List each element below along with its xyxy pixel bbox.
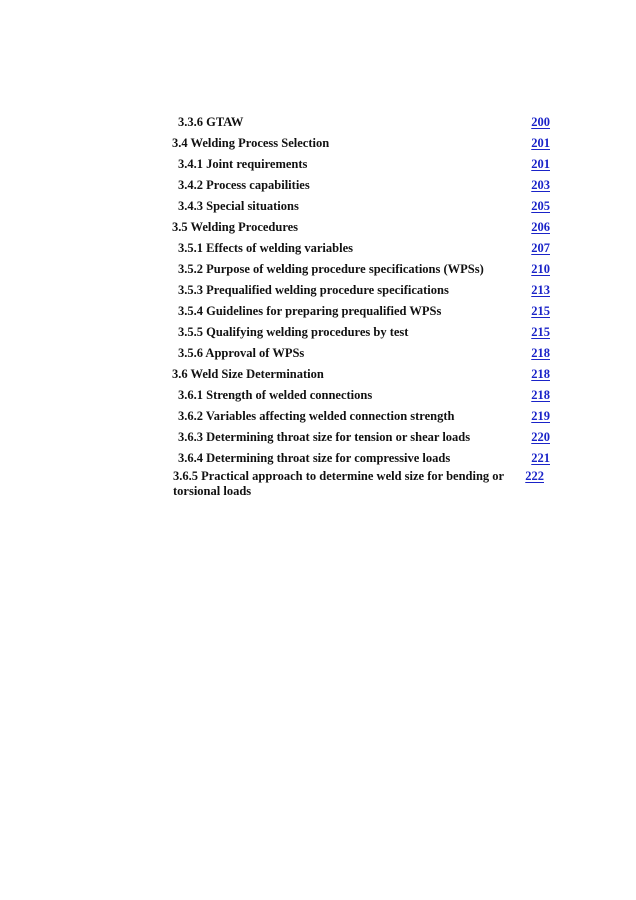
toc-entry-3-5-4 [0, 304, 636, 325]
page-link-200[interactable]: 200 [531, 115, 550, 129]
toc-entry-title: 3.6.4 Determining throat size for compressive loads [178, 451, 451, 465]
page-link-210[interactable]: 210 [531, 262, 550, 276]
toc-entry-3-5-5 [0, 325, 636, 346]
toc-entry-title: 3.5.3 Prequalified welding procedure specifications [178, 283, 449, 297]
toc-entry-3-5-2 [0, 262, 636, 283]
page-link-205[interactable]: 205 [531, 199, 550, 213]
toc-entry-3-6-3 [0, 430, 636, 451]
page-link-203[interactable]: 203 [531, 178, 550, 192]
toc-entry-title: 3.5.1 Effects of welding variables [178, 241, 353, 255]
toc-entry-3-3-6 [0, 115, 636, 136]
toc-entry-title: 3.5 Welding Procedures [172, 220, 299, 234]
toc-entry-3-5-1 [0, 241, 636, 262]
toc-entry-3-6-2 [0, 409, 636, 430]
page-link-222[interactable]: 222 [525, 469, 544, 483]
toc-entry-title: 3.3.6 GTAW [178, 115, 244, 129]
toc-entry-3-5-6 [0, 346, 636, 367]
page-link-218[interactable]: 218 [531, 388, 550, 402]
page-link-218[interactable]: 218 [531, 346, 550, 360]
toc-entry-title: 3.6.1 Strength of welded connections [178, 388, 373, 402]
toc-entry-title: 3.4.2 Process capabilities [178, 178, 310, 192]
page-link-201[interactable]: 201 [531, 136, 550, 150]
page-link-221[interactable]: 221 [531, 451, 550, 465]
toc-entry-title: 3.5.2 Purpose of welding procedure specifications (WPSs) [178, 262, 484, 276]
page-link-219[interactable]: 219 [531, 409, 550, 423]
toc-entry-3-5-3 [0, 283, 636, 304]
toc-entry-3-6 [0, 367, 636, 388]
page-link-215[interactable]: 215 [531, 325, 550, 339]
toc-entry-3-4-1 [0, 157, 636, 178]
toc-entry-title: 3.5.6 Approval of WPSs [178, 346, 305, 360]
toc-entry-3-4 [0, 136, 636, 157]
toc-entry-title: 3.6.3 Determining throat size for tension or shear loads [178, 430, 471, 444]
toc-entry-title: 3.6.5 Practical approach to determine weld size for bending or torsional loads [173, 469, 504, 498]
toc-entry-3-4-2 [0, 178, 636, 199]
toc-entry-3-6-1 [0, 388, 636, 409]
toc-entry-title: 3.5.4 Guidelines for preparing prequalified WPSs [178, 304, 442, 318]
toc-entry-title: 3.4.1 Joint requirements [178, 157, 308, 171]
toc-entry-3-4-3 [0, 199, 636, 220]
toc-entry-title: 3.5.5 Qualifying welding procedures by test [178, 325, 409, 339]
page-link-206[interactable]: 206 [531, 220, 550, 234]
page-link-201[interactable]: 201 [531, 157, 550, 171]
toc-entry-3-5 [0, 220, 636, 241]
page-link-220[interactable]: 220 [531, 430, 550, 444]
page-link-213[interactable]: 213 [531, 283, 550, 297]
toc-entry-3-6-5 [0, 469, 636, 503]
toc-entry-title: 3.4 Welding Process Selection [172, 136, 330, 150]
toc-entry-title: 3.6 Weld Size Determination [172, 367, 324, 381]
page-link-218[interactable]: 218 [531, 367, 550, 381]
page-link-207[interactable]: 207 [531, 241, 550, 255]
toc-entry-title: 3.6.2 Variables affecting welded connection strength [178, 409, 455, 423]
page-link-215[interactable]: 215 [531, 304, 550, 318]
toc-entry-title: 3.4.3 Special situations [178, 199, 299, 213]
